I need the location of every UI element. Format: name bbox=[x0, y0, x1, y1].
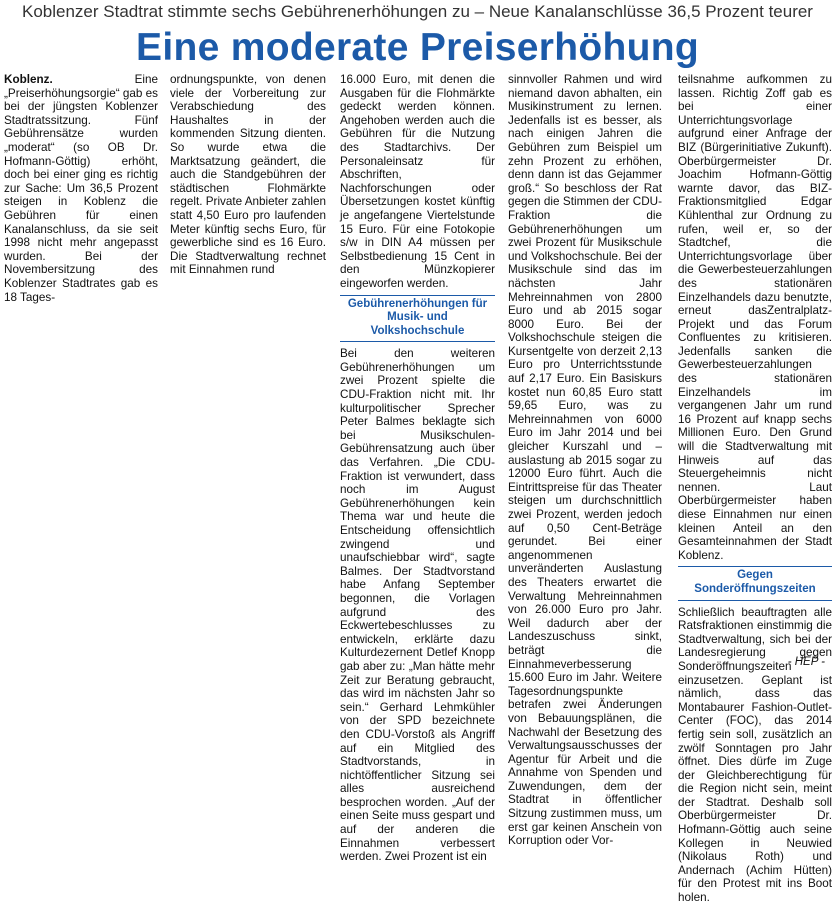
column-1-text bbox=[4, 73, 158, 304]
column-4 bbox=[508, 73, 662, 848]
column-3-body-bottom: Bei den weiteren Gebührenerhöhungen um zwei Prozent spielte die CDU-Fraktion nicht mit. Ihr kulturpolitischer Sprecher Peter Balmes beklagte sich bei Musikschulen-Gebührensatzung auch über das Verfahren. „Die CDU-Fraktion ist verwundert, dass noch im August Gebührenerhöhungen kein Thema war und heute die Entscheidung offensichtlich zwingend und unaufschiebbar wird“, sagte Balmes. Der Stadtvorstand habe Anfang September begonnen, die Vorlagen aufgrund des Eckwertebeschlusses zu entwickeln, erklärte dazu Kulturdezernent Detlef Knopp gab aber zu: „Man hätte mehr Zeit zur Beratung gebraucht, das wird im nächsten Jahr so sein.“ Gerhard Lehmkühler von der SPD bezeichnete den CDU-Vorstoß als Angriff auf ein Mitglied des Stadtvorstands, in nichtöffentlicher Sitzung sei alles ausreichend besprochen worden. „Auf der einen Seite muss gespart und auf der anderen die Einnahmen verbessert werden. Zwei Prozent ist ein bbox=[340, 347, 495, 864]
subheading-music-school: Gebührenerhöhungen für Musik- und Volkshochschule bbox=[340, 295, 495, 343]
column-5 bbox=[678, 73, 832, 905]
column-5-body-bottom: Schließlich beauftragten alle Ratsfraktionen einstimmig die Stadtverwaltung, sich bei der Landesregierung gegen Sonderöffnungszeiten einzusetzen. Geplant ist nämlich, dass das Montabaurer Fashion-Outlet-Center (FOC), das 2014 fertig sein soll, zusätzlich an zwölf Sonntagen pro Jahr öffnet. Dies dürfe im Zuge der Gleichberechtigung für die Region nicht sein, meint der Stadtrat. Deshalb soll Oberbürgermeister Dr. Hofmann-Göttig auch seine Kollegen in Neuwied (Nikolaus Roth) und Andernach (Achim Hütten) für den Protest mit ins Boot holen. bbox=[678, 605, 832, 905]
column-3-body-top: 16.000 Euro, mit denen die Ausgaben für die Flohmärkte gedeckt werden können. Angehoben werden auch die Gebühren für die Nutzung des Stadtarchivs. Der Personaleinsatz für Abschriften, Nachforschungen oder Übersetzungen kostet künftig je angefangene Viertelstunde 15 Euro. Für eine Fotokopie s/w in DIN A4 müssen per Selbstbedienung 15 Cent in den Münzkopierer eingeworfen werden. bbox=[340, 73, 495, 290]
column-1 bbox=[4, 73, 158, 304]
column-2 bbox=[170, 73, 326, 277]
column-2-body: ordnungspunkte, von denen viele der Vorbereitung zur Verabschiedung des Haushaltes in der kommenden Sitzung dienten. So wurde etwa die Marktsatzung geändert, die auch die Standgebühren der städtischen Flohmärkte regelt. Private Anbieter zahlen statt 4,50 Euro pro laufenden Meter künftig sechs Euro, für gewerbliche sind es 16 Euro. Die Stadtverwaltung rechnet mit Einnahmen rund bbox=[170, 73, 326, 277]
column-1-body: Eine „Preiserhöhungsorgie“ gab es bei der jüngsten Koblenzer Stadtratssitzung. Fünf Gebührensätze wurden „moderat“ (so OB Dr. Hofmann-Göttig) erhöht, doch bei einer ging es richtig zur Sache: Um 36,5 Prozent steigen in Koblenz die Gebühren für einen Kanalanschluss, da sie seit 1998 nicht mehr angepasst wurden. Bei der Novembersitzung des Koblenzer Stadtrates gab es 18 Tages- bbox=[4, 73, 158, 304]
dateline: Koblenz. bbox=[4, 73, 53, 86]
column-4-body: sinnvoller Rahmen und wird niemand davon abhalten, ein Musikinstrument zu lernen. Jedenfalls ist es besser, als nach einigen Jahren die Gebühren zum Beispiel um zehn Prozent zu erhöhen, denn dann ist das Gejammer groß.“ So beschloss der Rat gegen die Stimmen der CDU-Fraktion die Gebührenerhöhungen um zwei Prozent für Musikschule und Volkshochschule. Bei der Musikschule sind das im nächsten Jahr Mehreinnahmen von 2800 Euro und ab 2015 sogar 8000 Euro. Bei der Volkshochschule steigen die Kursentgelte von derzeit 2,13 Euro pro Unterrichtsstunde auf 2,17 Euro. Ein Basiskurs kostet nun 60,85 Euro statt 59,65 Euro, was zu Mehreinnahmen von 6000 Euro im Jahr 2014 und bei gleicher Kurszahl und –auslastung ab 2015 sogar zu 12000 Euro führt. Auch die Eintrittspreise für das Theater steigen um durchschnittlich zwei Prozent, werden jedoch auf 0,50 Cent-Beträge gerundet. Bei einer angenommenen unveränderten Auslastung des Theaters erwartet die Verwaltung Mehreinnahmen von 26.000 Euro pro Jahr. Weil dadurch aber der Landeszuschuss sinkt, beträgt die Einnahmeverbesserung 15.600 Euro im Jahr. Weitere Tagesordnungspunkte betrafen zwei Änderungen von Bebauungsplänen, die Nachwahl der Besetzung des Verwaltungsausschusses der Agentur für Arbeit und die Annahme von Spenden und Zuwendungen, dem der Stadtrat in öffentlicher Sitzung zustimmen muss, um erst gar keinen Anschein von Korruption oder Vor- bbox=[508, 73, 662, 848]
column-3 bbox=[340, 73, 495, 864]
article-headline: Eine moderate Preiserhöhung bbox=[136, 26, 699, 69]
subheading-opening-hours: Gegen Sonderöffnungszeiten bbox=[678, 566, 832, 600]
author-signature: - HEP - bbox=[787, 656, 825, 668]
article-kicker: Koblenzer Stadtrat stimmte sechs Gebührenerhöhungen zu – Neue Kanalanschlüsse 36,5 Prozent teurer bbox=[22, 2, 813, 21]
column-5-body-top: teilsnahme aufkommen zu lassen. Richtig Zoff gab es bei einer Unterrichtungsvorlage aufgrund einer Anfrage der BIZ (Bürgerinitiative Zukunft). Oberbürgermeister Dr. Joachim Hofmann-Göttig warnte davor, das BIZ-Fraktionsmitglied Edgar Kühlenthal zur Ordnung zu rufen, weil er, so der Stadtchef, die Unterrichtungsvorlage über die Gewerbesteuerzahlungen des stationären Einzelhandels dazu benutzte, erneut dasZentralplatz-Projekt und das Forum Confluentes zu kritisieren. Jedenfalls sanken die Gewerbesteuerzahlungen des stationären Einzelhandels im vergangenen Jahr um rund 16 Prozent auf knapp sechs Millionen Euro. Den Grund will die Stadtverwaltung mit Hinweis auf das Steuergeheimnis nicht nennen. Laut Oberbürgermeister haben diese Einnahmen nur einen kleinen Anteil an den Gesamteinnahmen der Stadt Koblenz. bbox=[678, 73, 832, 562]
